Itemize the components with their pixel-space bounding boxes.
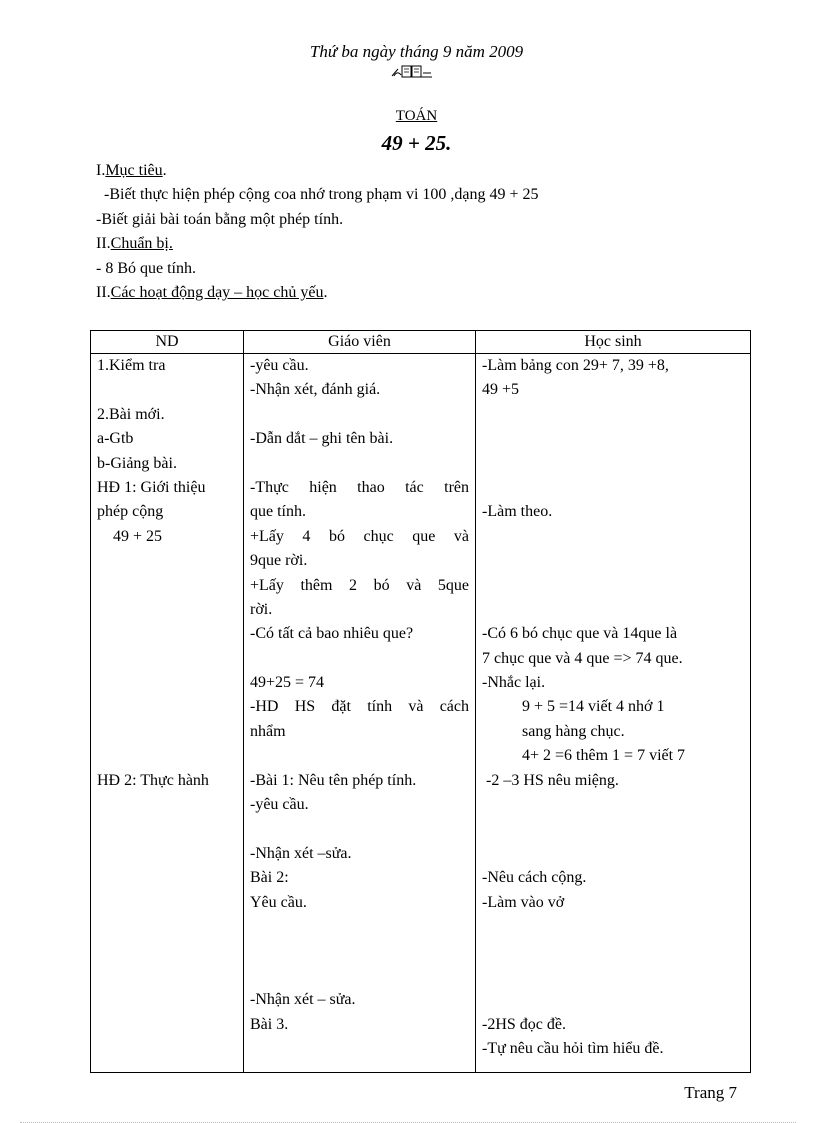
- objectives-heading: I.Mục tiêu.: [96, 162, 167, 179]
- hoc-sinh-line: -Tự nêu cầu hỏi tìm hiểu đề.: [482, 1039, 664, 1057]
- nd-line: phép cộng: [97, 503, 164, 521]
- activities-heading: II.Các hoạt động dạy – học chủ yếu.: [96, 284, 328, 301]
- giao-vien-line: que tính.: [250, 503, 306, 521]
- hoc-sinh-line: [482, 403, 744, 427]
- hoc-sinh-line: sang hàng chục.: [482, 722, 625, 740]
- date-line: Thứ ba ngày tháng 9 năm 2009: [309, 42, 524, 61]
- giao-vien-line: Bài 2:: [250, 869, 289, 887]
- hoc-sinh-cell: [476, 354, 751, 1073]
- hoc-sinh-line: [482, 939, 744, 963]
- hoc-sinh-line: 49 +5: [482, 381, 520, 399]
- hoc-sinh-line: -Nhắc lại.: [482, 674, 546, 692]
- hoc-sinh-line: 4+ 2 =6 thêm 1 = 7 viết 7: [482, 747, 686, 765]
- nd-line: [97, 378, 237, 402]
- giao-vien-line: [250, 647, 469, 671]
- hoc-sinh-line: [482, 574, 744, 598]
- giao-vien-line: -HD HS đặt tính và cách: [250, 698, 469, 716]
- giao-vien-line: [250, 744, 469, 768]
- table-row: [91, 354, 751, 1073]
- column-header-nd: ND: [91, 331, 244, 354]
- giao-vien-line: Bài 3.: [250, 1015, 289, 1033]
- giao-vien-line: +Lấy 4 bó chục que và: [250, 527, 469, 545]
- giao-vien-line: 49+25 = 74: [250, 674, 325, 692]
- giao-vien-line: -Nhận xét – sửa.: [250, 991, 356, 1009]
- hoc-sinh-line: [482, 476, 744, 500]
- nd-line: 49 + 25: [97, 527, 163, 545]
- giao-vien-line: 9que rời.: [250, 552, 308, 570]
- hoc-sinh-line: 7 chục que và 4 que => 74 que.: [482, 649, 683, 667]
- column-header-giao-vien: Giáo viên: [244, 331, 476, 354]
- nd-line: 1.Kiểm tra: [97, 357, 166, 374]
- nd-line: [97, 549, 237, 573]
- hoc-sinh-line: [482, 988, 744, 1012]
- hoc-sinh-line: [482, 793, 744, 817]
- giao-vien-line: [250, 403, 469, 427]
- giao-vien-line: [250, 452, 469, 476]
- table-header-row: [91, 331, 751, 354]
- giao-vien-line: -yêu cầu.: [250, 796, 309, 814]
- nd-line: HĐ 2: Thực hành: [97, 771, 209, 789]
- nd-line: HĐ 1: Giới thiệu: [97, 478, 206, 496]
- giao-vien-line: [250, 915, 469, 939]
- hoc-sinh-line: [482, 915, 744, 939]
- giao-vien-line: nhẩm: [250, 722, 286, 740]
- nd-line: [97, 598, 237, 622]
- giao-vien-line: Yêu cầu.: [250, 893, 307, 911]
- hoc-sinh-line: [482, 427, 744, 451]
- nd-line: [97, 671, 237, 695]
- page-number: Trang 7: [684, 1083, 737, 1102]
- column-header-hoc-sinh: Học sinh: [476, 331, 751, 354]
- nd-line: [97, 574, 237, 598]
- giao-vien-line: [250, 939, 469, 963]
- hoc-sinh-line: [482, 598, 744, 622]
- hoc-sinh-line: [482, 842, 744, 866]
- objective-1: -Biết thực hiện phép cộng coa nhớ trong phạm vi 100 ,dạng 49 + 25: [104, 186, 539, 203]
- preparation-heading: II.Chuẩn bị.: [96, 235, 173, 252]
- nd-line: [97, 720, 237, 744]
- giao-vien-line: -Nhận xét, đánh giá.: [250, 381, 381, 399]
- nd-line: [97, 695, 237, 719]
- hoc-sinh-line: -2 –3 HS nêu miệng.: [482, 771, 619, 789]
- hoc-sinh-line: [482, 525, 744, 549]
- hoc-sinh-line: -2HS đọc đề.: [482, 1015, 566, 1033]
- objective-2: -Biết giải bài toán bằng một phép tính.: [96, 211, 344, 228]
- hoc-sinh-line: -Làm vào vở: [482, 893, 565, 911]
- giao-vien-line: [250, 964, 469, 988]
- hoc-sinh-line: -Làm bảng con 29+ 7, 39 +8,: [482, 357, 669, 374]
- hoc-sinh-line: [482, 964, 744, 988]
- nd-line: a-Gtb: [97, 430, 134, 448]
- hoc-sinh-line: 9 + 5 =14 viết 4 nhớ 1: [482, 698, 665, 716]
- nd-line: b-Giảng bài.: [97, 454, 177, 472]
- giao-vien-line: -Dẫn dắt – ghi tên bài.: [250, 430, 394, 448]
- book-ornament-icon: [390, 63, 434, 79]
- nd-cell: [91, 354, 244, 1073]
- giao-vien-line: -Thực hiện thao tác trên: [250, 478, 469, 496]
- hoc-sinh-line: [482, 817, 744, 841]
- hoc-sinh-line: [482, 549, 744, 573]
- giao-vien-cell: [244, 354, 476, 1073]
- subject-heading: TOÁN: [395, 108, 438, 124]
- giao-vien-line: -yêu cầu.: [250, 357, 309, 374]
- giao-vien-line: rời.: [250, 600, 273, 618]
- preparation-item: - 8 Bó que tính.: [96, 260, 196, 277]
- giao-vien-line: -Có tất cả bao nhiêu que?: [250, 625, 414, 643]
- lesson-plan-table: [90, 330, 751, 1073]
- hoc-sinh-line: -Nêu cách cộng.: [482, 869, 587, 887]
- nd-line: [97, 622, 237, 646]
- giao-vien-line: -Nhận xét –sửa.: [250, 844, 352, 862]
- lesson-title: 49 + 25.: [381, 131, 452, 155]
- nd-line: [97, 647, 237, 671]
- nd-line: [97, 744, 237, 768]
- nd-line: 2.Bài mới.: [97, 405, 165, 423]
- hoc-sinh-line: -Làm theo.: [482, 503, 553, 521]
- giao-vien-line: -Bài 1: Nêu tên phép tính.: [250, 771, 417, 789]
- giao-vien-line: +Lấy thêm 2 bó và 5que: [250, 576, 469, 594]
- hoc-sinh-line: [482, 452, 744, 476]
- giao-vien-line: [250, 817, 469, 841]
- hoc-sinh-line: -Có 6 bó chục que và 14que là: [482, 625, 678, 643]
